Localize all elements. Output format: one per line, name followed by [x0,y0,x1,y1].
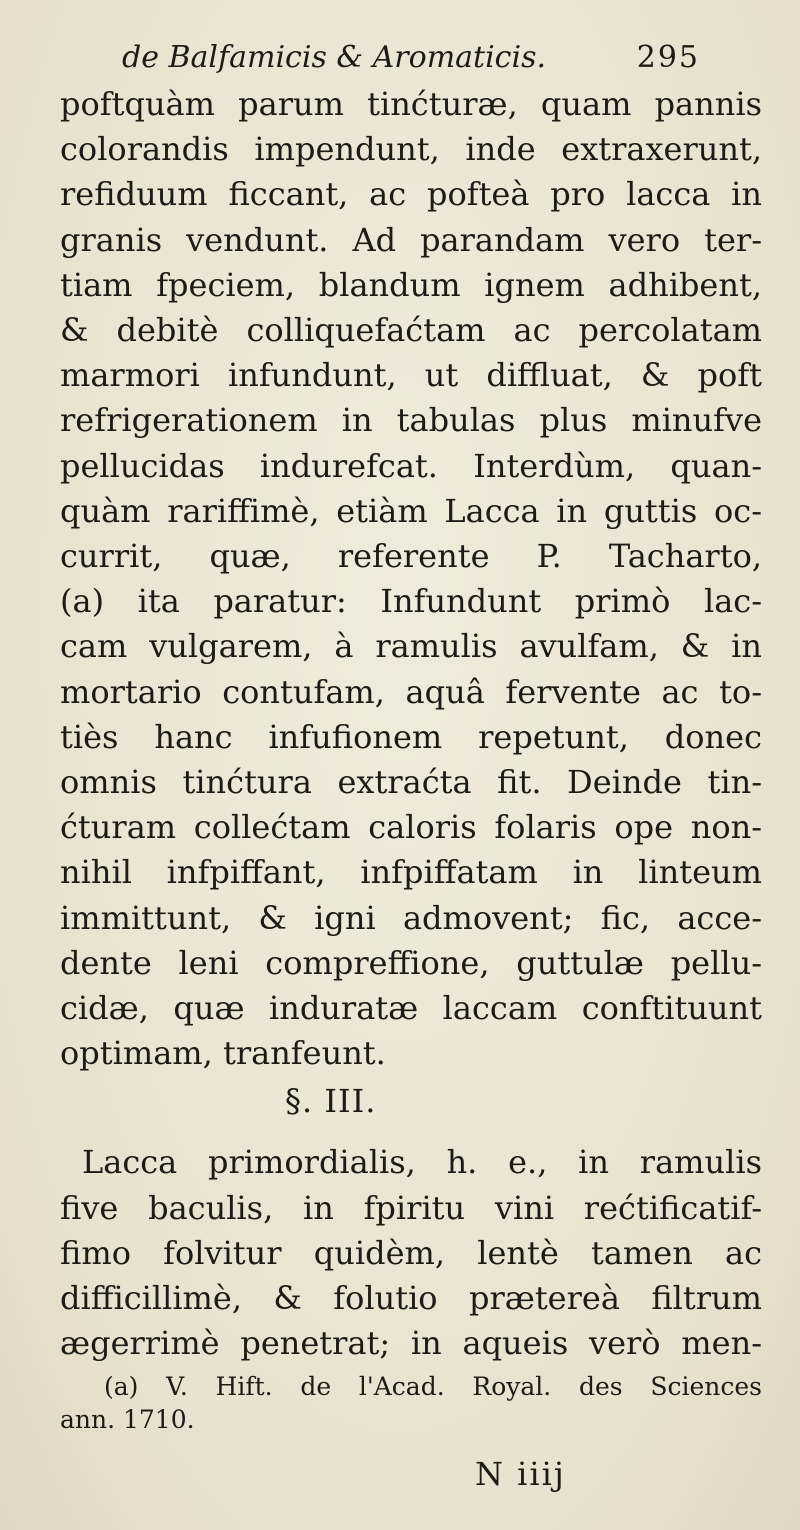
text-line: granis vendunt. Ad parandam vero ter- [60,220,762,259]
footnote-line: (a) V. Hift. de l'Acad. Royal. des Sciences [104,1372,762,1402]
footnote [60,1370,762,1436]
text-line: five baculis, in fpiritu vini rećtificatif- [60,1188,762,1227]
text-line: marmori infundunt, ut diffluat, & poft [60,356,762,395]
text-line: poftquàm parum tinćturæ, quam pannis [60,85,762,123]
text-line: (a) ita paratur: Infundunt primò lac- [60,582,762,621]
text-line: pellucidas indurefcat. Interdùm, quan- [60,446,762,485]
text-line: difficillimè, & folutio prætereà filtrum [60,1279,762,1318]
text-line: omnis tinćtura extraćta fit. Deinde tin- [60,763,762,802]
text-line: refiduum ficcant, ac pofteà pro lacca in [60,175,762,214]
section-heading: §. III. [285,1082,377,1121]
text-line: tiam fpeciem, blandum ignem adhibent, [60,265,762,304]
text-line: cidæ, quæ induratæ laccam conftituunt [60,989,762,1028]
text-line: & debitè colliquefaćtam ac percolatam [60,311,762,350]
text-line: currit, quæ, referente P. Tacharto, [60,537,762,576]
paragraph-2 [60,1140,762,1366]
text-line: cam vulgarem, à ramulis avulfam, & in [60,627,762,666]
page-header [60,40,762,82]
text-line: dente leni compreffione, guttulæ pellu- [60,943,762,982]
text-line: Lacca primordialis, h. e., in ramulis [82,1143,762,1182]
text-line: colorandis impendunt, inde extraxerunt, [60,130,762,169]
text-line: optimam, tranfeunt. [60,1034,386,1073]
text-line: quàm rariffimè, etiàm Lacca in guttis oc- [60,491,762,530]
text-line: ægerrimè penetrat; in aqueis verò men- [60,1324,762,1363]
paragraph-1 [60,82,762,1076]
running-head: de Balfamicis & Aromaticis. [122,40,546,75]
text-line: nihil infpiffant, infpiffatam in linteum [60,853,762,892]
text-line: fimo folvitur quidèm, lentè tamen ac [60,1233,762,1272]
footnote-line: ann. 1710. [60,1405,195,1435]
page-number: 295 [636,40,700,75]
text-line: refrigerationem in tabulas plus minufve [60,401,762,440]
signature-mark: N iiij [475,1455,566,1493]
text-line: immittunt, & igni admovent; fic, acce- [60,898,762,937]
text-line: tiès hanc infufionem repetunt, donec [60,717,762,756]
text-line: ćturam collećtam caloris folaris ope non- [60,808,762,847]
text-line: mortario contufam, aquâ fervente ac to- [60,672,762,711]
